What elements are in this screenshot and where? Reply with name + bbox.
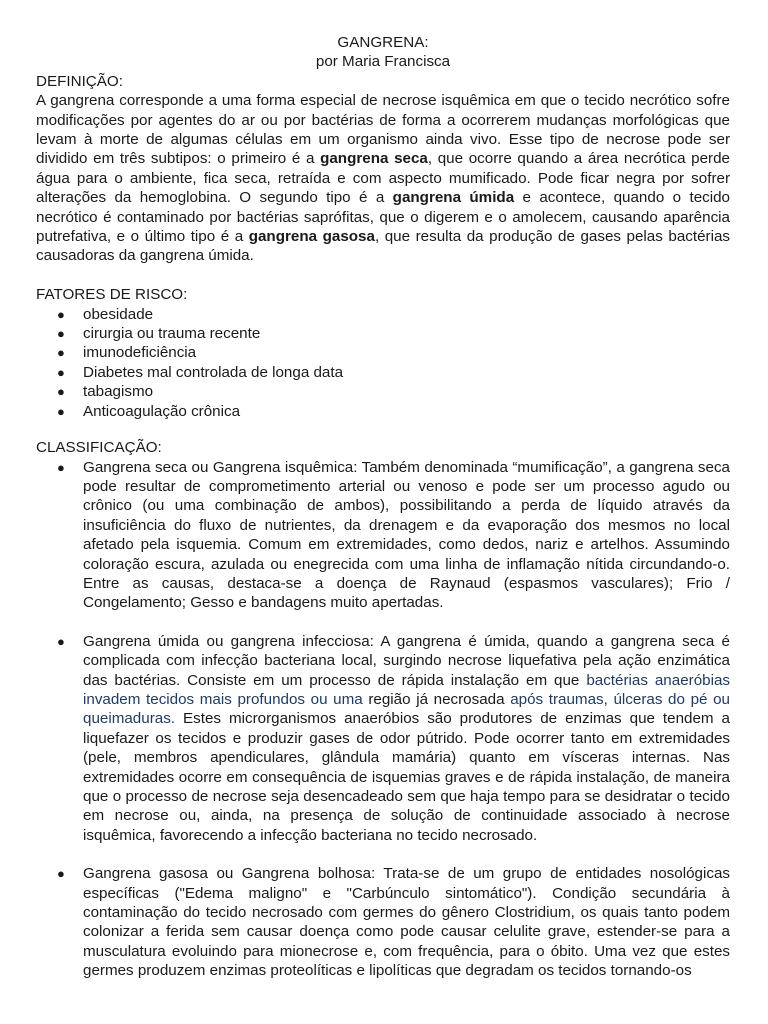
classificacao-heading: CLASSIFICAÇÃO:	[36, 439, 162, 457]
document-author: por Maria Francisca	[315, 53, 451, 71]
classificacao-item-gasosa: ● Gangrena gasosa ou Gangrena bolhosa: Trata-se de um grupo de entidades nosológicas específicas ("Edema maligno" e "Carbúnculo sintomático"). Condição secundária à contaminação do tecido necrosado com germes do gênero Clostridium, os quais tanto podem colonizar a ferida sem causar doença como pode causar celulite grave, estender-se para a musculatura evoluindo para mionecrose e, com frequência, para o óbito. Uma vez que estes germes produzem enzimas proteolíticas e lipolíticas que degradam os tecidos tornando-os	[57, 865, 730, 980]
list-item: ● Anticoagulação crônica	[57, 402, 241, 420]
fatores-heading: FATORES DE RISCO:	[36, 286, 188, 304]
bullet-icon: ●	[57, 326, 65, 342]
bullet-icon: ●	[57, 345, 65, 361]
bullet-icon: ●	[57, 364, 65, 380]
bullet-icon: ●	[57, 384, 65, 400]
document-title: GANGRENA:	[337, 34, 429, 51]
highlight-traumas: após traumas, úlceras do pé ou queimaduras.	[83, 690, 730, 728]
term-gangrena-umida: gangrena úmida	[392, 189, 515, 207]
classificacao-list-gasosa	[36, 864, 730, 980]
bullet-icon: ●	[57, 403, 65, 419]
list-item: ● imunodeficiência	[57, 344, 197, 362]
bullet-icon: ●	[57, 459, 65, 475]
classificacao-item-umida: ● Gangrena úmida ou gangrena infecciosa: A gangrena é úmida, quando a gangrena seca é complicada com infecção bacteriana local, surgindo necrose liquefativa pela ação enzimática das bactérias. Consiste em um processo de rápida instalação em que bactérias anaeróbias invadem tecidos mais profundos ou uma região já necrosada após traumas, úlceras do pé ou queimaduras. Estes microrganismos anaeróbios são produtores de enzimas que tendem a liquefazer os tecidos e produzir gases de odor pútrido. Pode ocorrer tanto em extremidades (pele, membros apendiculares, glândula mamária) quanto em vísceras internas. Nas extremidades ocorre em consequência de isquemias graves e de rápida instalação, de maneira que o processo de necrose seja desencadeado sem que haja tempo para se desidratar o tecido em necrose ou, ainda, na presença de solução de continuidade associado à necrose isquêmica, favorecendo a infecção bacteriana no tecido necrosado.	[57, 632, 731, 844]
classificacao-item-seca: ● Gangrena seca ou Gangrena isquêmica: Também denominada “mumificação”, a gangrena seca pode resultar de comprometimento arterial ou venoso e pode ser um processo agudo ou crônico (ou uma combinação de ambos), possibilitando a perda de líquido através da insuficiência do fluxo de nutrientes, da drenagem e da evaporação dos mesmos no local afetado pela isquemia. Comum em extremidades, como dedos, nariz e artelhos. Assumindo coloração escura, azulada ou enegrecida com uma linha de inflamação nítida circundando-o. Entre as causas, destaca-se a doença de Raynaud (espasmos vasculares); Frio / Congelamento; Gesso e bandagens muito apertadas.	[57, 458, 730, 612]
document-page	[36, 33, 730, 981]
classificacao-list	[36, 458, 730, 613]
bullet-icon: ●	[57, 306, 65, 322]
list-item: ● Diabetes mal controlada de longa data	[57, 363, 344, 381]
list-item: ● tabagismo	[57, 383, 154, 401]
highlight-bacterias: bactérias anaeróbias invadem tecidos mais profundos ou uma	[83, 671, 731, 708]
list-item: ● cirurgia ou trauma recente	[57, 325, 261, 343]
term-gangrena-seca: gangrena seca	[320, 150, 428, 168]
bullet-icon: ●	[57, 866, 65, 882]
definicao-heading: DEFINIÇÃO:	[36, 72, 123, 90]
fatores-list	[36, 305, 730, 421]
list-item: ● obesidade	[57, 305, 154, 323]
definicao-paragraph: A gangrena corresponde a uma forma especial de necrose isquêmica em que o tecido necrótico sofre modificações por agentes do ar ou por bactérias de forma a ocorrerem mudanças morfológicas que levam à morte de algumas células em um organismo ainda vivo. Esse tipo de necrose pode ser dividido em três subtipos: o primeiro é a gangrena seca, que ocorre quando a área necrótica perde água para o ambiente, fica seca, retraída e com aspecto mumificado. Pode ficar negra por sofrer alterações da hemoglobina. O segundo tipo é a gangrena úmida e acontece, quando o tecido necrótico é contaminado por bactérias saprófitas, que o digerem e o amolecem, causando aparência putrefativa, e o último tipo é a gangrena gasosa, que resulta da produção de gases pelas bactérias causadoras da gangrena úmida.	[36, 92, 730, 265]
term-gangrena-gasosa: gangrena gasosa	[248, 228, 375, 246]
classificacao-list-umida	[36, 632, 730, 845]
bullet-icon: ●	[57, 633, 65, 649]
